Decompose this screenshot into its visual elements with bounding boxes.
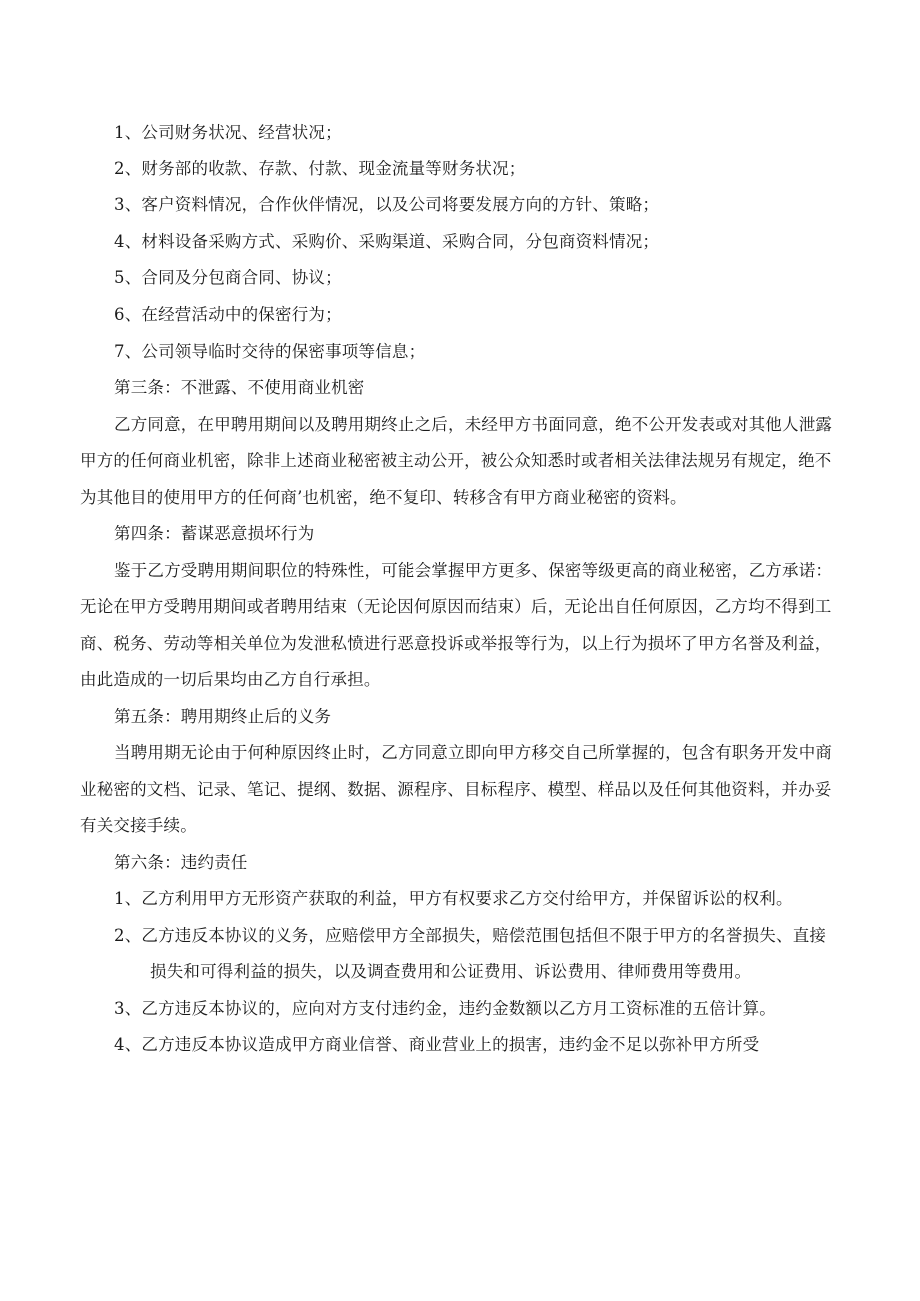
article-4-paragraph-line: 由此造成的一切后果均由乙方自行承担。 [80, 670, 381, 689]
article-4-paragraph-line: 无论在甲方受聘用期间或者聘用结束（无论因何原因而结束）后，无论出自任何原因，乙方均不得到工 [80, 597, 832, 616]
list-item: 6、在经营活动中的保密行为； [114, 305, 342, 324]
article-6-item-continuation: 损失和可得利益的损失，以及调查费用和公证费用、诉讼费用、律师费用等费用。 [150, 962, 752, 981]
article-3-title: 第三条：不泄露、不使用商业机密 [114, 378, 365, 397]
list-item: 7、公司领导临时交待的保密事项等信息； [114, 342, 426, 361]
list-item: 5、合同及分包商合同、协议； [114, 268, 342, 287]
list-item: 2、财务部的收款、存款、付款、现金流量等财务状况； [114, 159, 526, 178]
article-5-paragraph-line: 有关交接手续。 [80, 816, 197, 835]
list-item: 3、客户资料情况，合作伙伴情况，以及公司将要发展方向的方针、策略； [114, 195, 660, 214]
list-item: 4、材料设备采购方式、采购价、采购渠道、采购合同，分包商资料情况； [114, 232, 660, 251]
article-5-title: 第五条：聘用期终止后的义务 [114, 707, 332, 726]
article-6-item: 3、乙方违反本协议的，应向对方支付违约金，违约金数额以乙方月工资标准的五倍计算。 [114, 999, 776, 1018]
article-4-title: 第四条：蓄谋恶意损坏行为 [114, 524, 315, 543]
article-5-paragraph-line: 当聘用期无论由于何种原因终止时，乙方同意立即向甲方移交自己所掌握的，包含有职务开发中商 [114, 743, 833, 762]
article-6-title: 第六条：违约责任 [114, 853, 248, 872]
article-4-paragraph-line: 商、税务、劳动等相关单位为发泄私愤进行恶意投诉或举报等行为，以上行为损坏了甲方名誉及利益， [80, 634, 832, 653]
article-6-item: 4、乙方违反本协议造成甲方商业信誉、商业营业上的损害，违约金不足以弥补甲方所受 [114, 1035, 760, 1054]
article-5-paragraph-line: 业秘密的文档、记录、笔记、提纲、数据、源程序、目标程序、模型、样品以及任何其他资料，并办妥 [80, 780, 832, 799]
article-6-item: 2、乙方违反本协议的义务，应赔偿甲方全部损失，赔偿范围包括但不限于甲方的名誉损失、直接 [114, 926, 827, 945]
article-3-paragraph-line: 甲方的任何商业机密，除非上述商业秘密被主动公开，被公众知悉时或者相关法律法规另有规定，绝不 [80, 451, 832, 470]
article-6-item: 1、乙方利用甲方无形资产获取的利益，甲方有权要求乙方交付给甲方，并保留诉讼的权利。 [114, 889, 793, 908]
list-item: 1、公司财务状况、经营状况； [114, 123, 342, 142]
article-4-paragraph-line: 鉴于乙方受聘用期间职位的特殊性，可能会掌握甲方更多、保密等级更高的商业秘密，乙方承诺： [114, 561, 833, 580]
article-3-paragraph-line: 为其他目的使用甲方的任何商’也机密，绝不复印、转移含有甲方商业秘密的资料。 [80, 488, 687, 507]
article-3-paragraph-line: 乙方同意，在甲聘用期间以及聘用期终止之后，未经甲方书面同意，绝不公开发表或对其他人泄露 [114, 415, 833, 434]
